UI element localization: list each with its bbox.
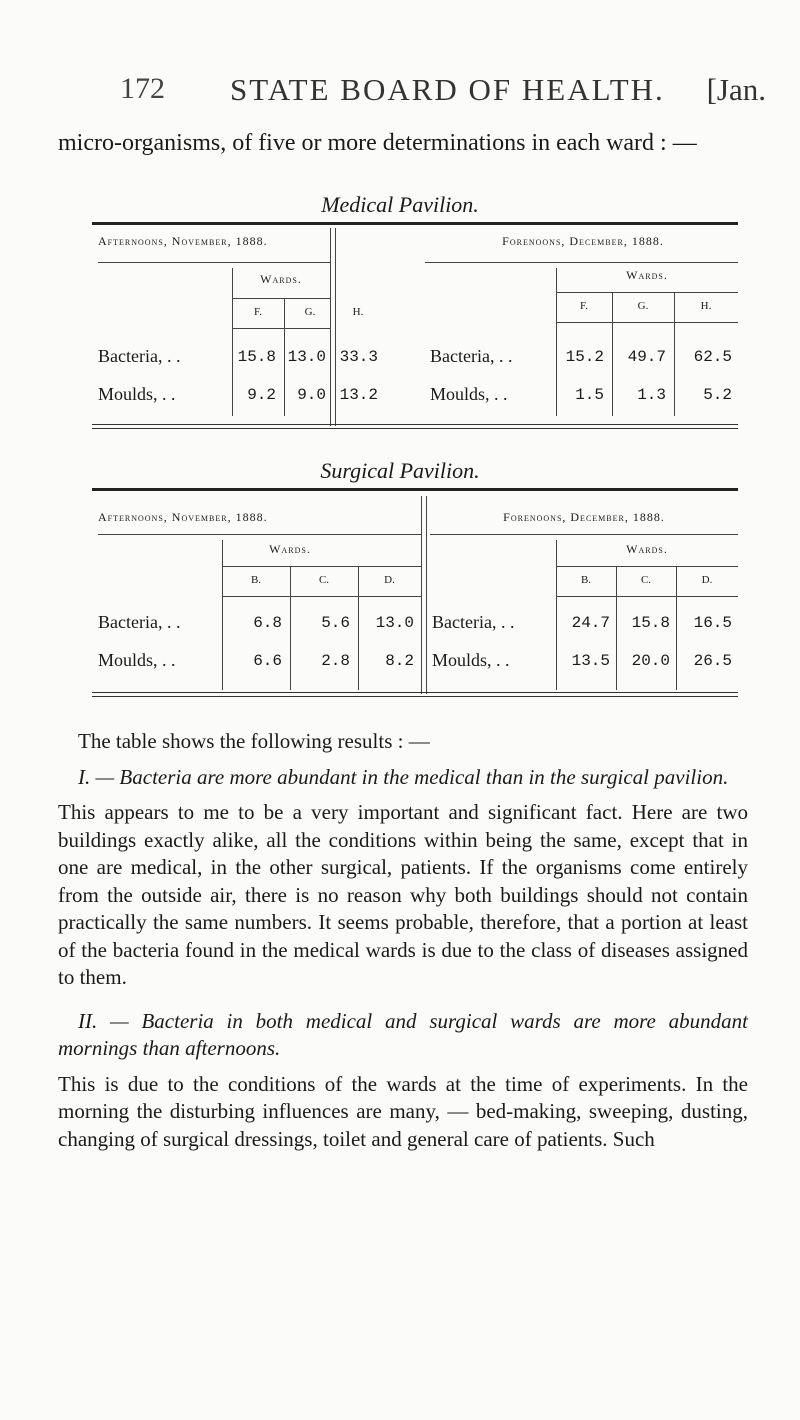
- medical-right-moulds-h: 5.2: [703, 386, 732, 404]
- surgical-pavilion-title: Surgical Pavilion.: [320, 458, 480, 483]
- surgical-divider-a: [421, 496, 422, 694]
- surgical-left-col-b: B.: [250, 574, 262, 586]
- medical-left-wards-rule: [232, 298, 330, 299]
- medical-left-moulds-h: 13.2: [339, 386, 378, 404]
- medical-left-head-rule: [232, 328, 330, 329]
- surgical-left-wards: Wards.: [269, 542, 311, 556]
- result-1-text: This appears to me to be a very important and significant fact. Here are two buildings exactly alike, all the conditions within being the same, except that in one are medical, in the other surgical, patients. If the organisms come entirely from the outside air, there is no reason why both buildings should not contain practically the same numbers. It seems probable, therefore, that a portion at least of the bacteria found in the medical wards is due to the class of diseases assigned to them.: [58, 800, 748, 989]
- medical-left-period: Afternoons, November, 1888.: [98, 234, 268, 248]
- surgical-left-row-bacteria-label: Bacteria, . .: [98, 612, 181, 632]
- surgical-right-period-rule: [430, 534, 738, 535]
- surgical-top-rule: [92, 488, 738, 491]
- medical-right-moulds-f: 1.5: [575, 386, 604, 404]
- medical-divider-a: [330, 228, 331, 426]
- surgical-right-period: Forenoons, December, 1888.: [503, 510, 665, 524]
- medical-right-period-rule: [425, 262, 738, 263]
- medical-left-row-bacteria-label: Bacteria, . .: [98, 346, 181, 366]
- intro-text: micro-organisms, of five or more determinations in each ward : —: [58, 130, 697, 156]
- surgical-left-moulds-c: 2.8: [321, 652, 350, 670]
- medical-left-bacteria-h: 33.3: [339, 348, 378, 366]
- medical-right-col-h: H.: [700, 300, 712, 312]
- medical-left-bacteria-f: 15.8: [237, 348, 276, 366]
- surgical-left-bacteria-b: 6.8: [253, 614, 282, 632]
- medical-left-moulds-f: 9.2: [247, 386, 276, 404]
- surgical-right-head-rule: [556, 596, 738, 597]
- result-2-heading: II. — Bacteria in both medical and surgical wards are more abundant mornings than afternoons.: [58, 1008, 748, 1060]
- medical-right-wards: Wards.: [626, 268, 668, 282]
- medical-right-col-g: G.: [637, 300, 649, 312]
- surgical-left-period-rule: [98, 534, 421, 535]
- surgical-left-wards-rule: [222, 566, 421, 567]
- surgical-right-row-bacteria-label: Bacteria, . .: [432, 612, 515, 632]
- surgical-left-col-d: D.: [384, 574, 395, 586]
- surgical-right-moulds-c: 20.0: [631, 652, 670, 670]
- medical-right-bacteria-f: 15.2: [565, 348, 604, 366]
- surgical-left-bacteria-d: 13.0: [375, 614, 414, 632]
- medical-left-period-rule: [98, 262, 330, 263]
- surgical-left-moulds-b: 6.6: [253, 652, 282, 670]
- medical-left-bacteria-g: 13.0: [287, 348, 326, 366]
- surgical-right-bacteria-b: 24.7: [571, 614, 610, 632]
- surgical-right-moulds-d: 26.5: [693, 652, 732, 670]
- medical-left-moulds-g: 9.0: [297, 386, 326, 404]
- surgical-left-bacteria-c: 5.6: [321, 614, 350, 632]
- medical-right-period: Forenoons, December, 1888.: [502, 234, 664, 248]
- medical-left-col-g: G.: [304, 306, 316, 318]
- surgical-right-row-moulds-label: Moulds, . .: [432, 650, 510, 670]
- surgical-left-col-c: C.: [318, 574, 330, 586]
- medical-top-rule: [92, 222, 738, 225]
- medical-right-head-rule: [556, 322, 738, 323]
- results-section: [58, 728, 748, 1153]
- surgical-right-col-c: C.: [640, 574, 652, 586]
- surgical-left-head-rule: [222, 596, 421, 597]
- medical-left-row-moulds-label: Moulds, . .: [98, 384, 176, 404]
- medical-right-col-f: F.: [580, 300, 588, 312]
- surgical-right-moulds-b: 13.5: [571, 652, 610, 670]
- surgical-left-period: Afternoons, November, 1888.: [98, 510, 268, 524]
- results-intro: The table shows the following results : —: [78, 729, 430, 753]
- surgical-left-moulds-d: 8.2: [385, 652, 414, 670]
- surgical-bottom-rule-1: [92, 692, 738, 693]
- running-head: [120, 72, 766, 112]
- surgical-right-bacteria-c: 15.8: [631, 614, 670, 632]
- running-month: [Jan.: [706, 72, 766, 107]
- medical-right-moulds-g: 1.3: [637, 386, 666, 404]
- surgical-left-row-moulds-label: Moulds, . .: [98, 650, 176, 670]
- result-2-text: This is due to the conditions of the wards at the time of experiments. In the morning the disturbing influences are many, — bed-making, sweeping, dusting, changing of surgical dressings, toilet and general care of patients. Such: [58, 1071, 748, 1151]
- result-1-heading: I. — Bacteria are more abundant in the medical than in the surgical pavilion.: [78, 764, 729, 789]
- medical-right-bacteria-h: 62.5: [693, 348, 732, 366]
- medical-pavilion-title: Medical Pavilion.: [321, 192, 479, 217]
- medical-bottom-rule-2: [92, 428, 738, 429]
- surgical-right-wards-rule: [556, 566, 738, 567]
- surgical-right-bacteria-d: 16.5: [693, 614, 732, 632]
- medical-bottom-rule-1: [92, 424, 738, 425]
- running-title: STATE BOARD OF HEALTH.: [230, 72, 665, 107]
- medical-right-row-bacteria-label: Bacteria, . .: [430, 346, 513, 366]
- surgical-bottom-rule-2: [92, 696, 738, 697]
- page-number: 172: [120, 72, 165, 105]
- medical-left-col-f: F.: [254, 306, 262, 318]
- surgical-right-wards: Wards.: [626, 542, 668, 556]
- medical-right-bacteria-g: 49.7: [627, 348, 666, 366]
- medical-left-col-h: H.: [352, 306, 364, 318]
- surgical-right-col-d: D.: [701, 574, 713, 586]
- medical-left-wards: Wards.: [260, 272, 302, 286]
- surgical-right-col-b: B.: [580, 574, 592, 586]
- medical-right-row-moulds-label: Moulds, . .: [430, 384, 508, 404]
- medical-right-wards-rule: [556, 292, 738, 293]
- surgical-divider-b: [426, 496, 427, 694]
